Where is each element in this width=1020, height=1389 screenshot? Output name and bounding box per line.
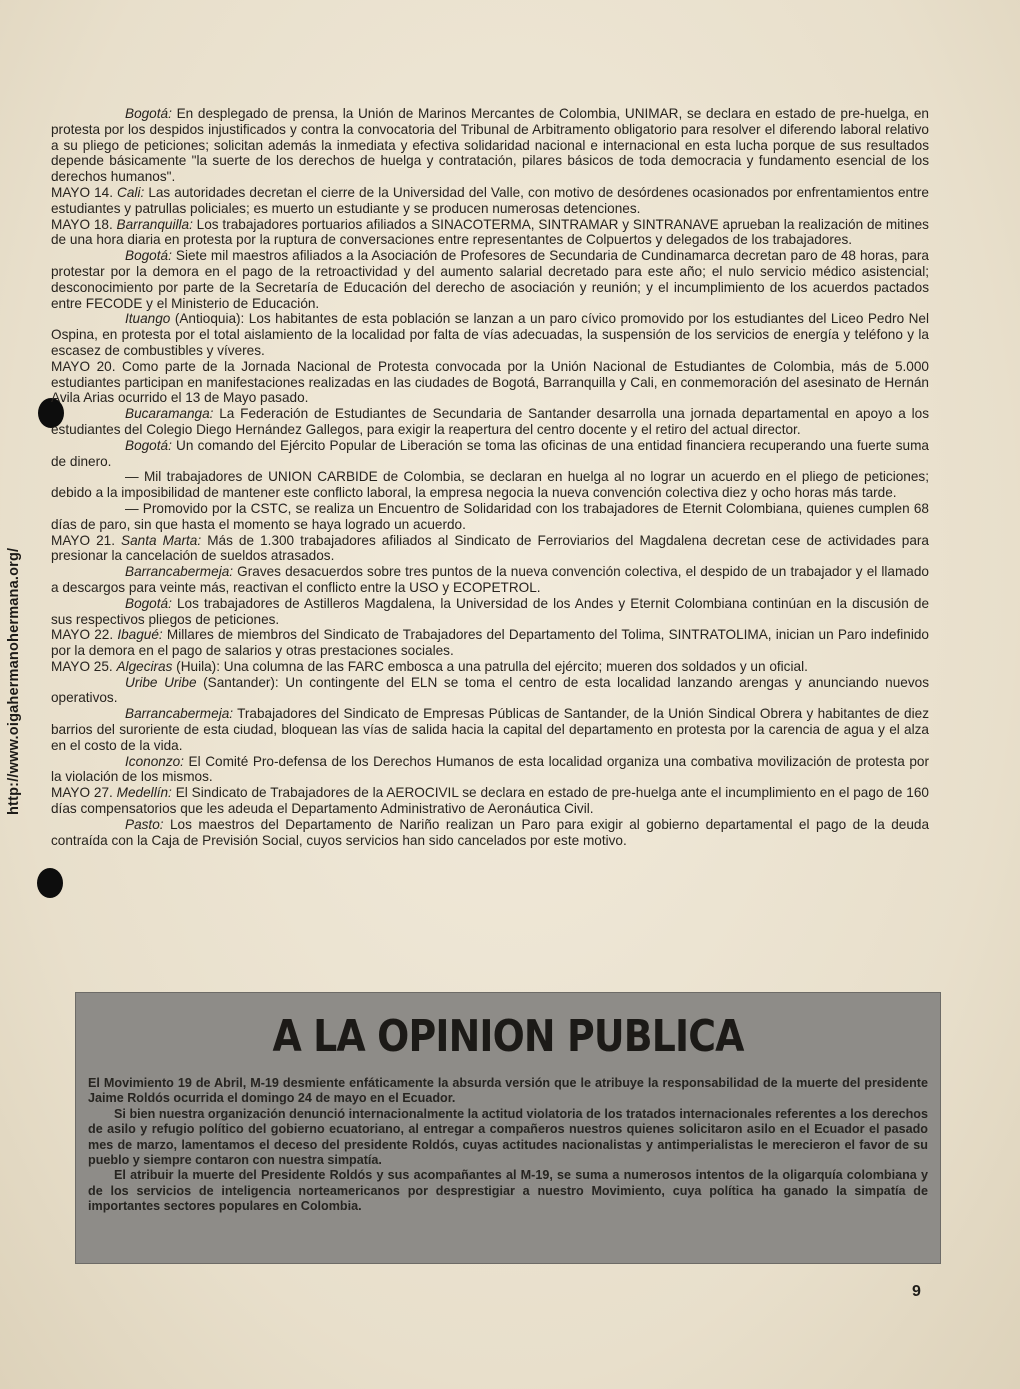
- entry-text: Las autoridades decretan el cierre de la Universidad del Valle, con motivo de desórdenes ocasionados por enfrentamientos entre estudiantes y patrullas policiales; es muerto un estudiante y se producen numerosas detenciones.: [51, 184, 929, 216]
- entry-text: (Antioquia): Los habitantes de esta población se lanzan a un paro cívico promovido por los estudiantes del Liceo Pedro Nel Ospina, en protesta por el total aislamiento de la localidad por falta de vías adecuadas, la suspensión de los servicios de energía y teléfono y la escasez de combustibles y víveres.: [51, 311, 929, 358]
- entry-place: Bucaramanga:: [125, 406, 214, 422]
- entry-place: Medellín:: [116, 785, 172, 801]
- punch-hole-bottom: [37, 868, 63, 898]
- chronology-entry: [51, 217, 929, 249]
- chronology-entry: [51, 469, 929, 501]
- entry-text: Más de 1.300 trabajadores afiliados al Sindicato de Ferroviarios del Magdalena decretan cese de actividades para presionar la cancelación de sueldos atrasados.: [51, 532, 929, 564]
- entry-date: MAYO 25.: [51, 658, 117, 674]
- entry-text: — Mil trabajadores de UNION CARBIDE de Colombia, se declaran en huelga al no lograr un acuerdo en el pliego de peticiones; debido a la imposibilidad de mantener este conflicto laboral, la empresa negocia la nueva convención colectiva diez y ocho horas más tarde.: [51, 469, 929, 501]
- entry-text: Graves desacuerdos sobre tres puntos de la nueva convención colectiva, el despido de un trabajador y el llamado a descargos para veinte más, reactivan el conflicto entre la USO y ECOPETROL.: [51, 564, 929, 595]
- entry-text: Los trabajadores portuarios afiliados a SINACOTERMA, SINTRAMAR y SINTRANAVE aprueban la realización de mitines de una hora diaria en protesta por la ruptura de conversaciones entre representantes de Colpuertos y delegados de los trabajadores.: [51, 216, 929, 248]
- entry-text: Los trabajadores de Astilleros Magdalena, la Universidad de los Andes y Eternit Colombiana continúan en la discusión de sus respectivos pliegos de peticiones.: [51, 595, 929, 627]
- entry-place: Cali:: [117, 184, 145, 200]
- entry-text: Millares de miembros del Sindicato de Trabajadores del Departamento del Tolima, SINTRATOLIMA, inician un Paro indefinido por la demora en el pago de salarios y otras prestaciones sociales.: [51, 627, 929, 659]
- chronology-entry: [51, 406, 929, 438]
- chronology-entry: [51, 185, 929, 217]
- entry-text: (Huila): Una columna de las FARC embosca a una patrulla del ejército; mueren dos soldados y un oficial.: [172, 658, 808, 674]
- entry-place: Bogotá:: [125, 106, 172, 121]
- statement-text: [88, 1076, 928, 1215]
- entry-place: Algeciras: [116, 658, 173, 674]
- statement-paragraph: El Movimiento 19 de Abril, M-19 desmiente enfáticamente la absurda versión que le atribuye la responsabilidad de la muerte del presidente Jaime Roldós ocurrida el domingo 24 de mayo en el Ecuador.: [88, 1076, 928, 1106]
- chronology-entry: [51, 675, 929, 707]
- entry-date: MAYO 20.: [51, 358, 123, 374]
- entry-place: Ibagué:: [117, 627, 163, 643]
- chronology-entry: [51, 311, 929, 358]
- entry-place: Barrancabermeja:: [125, 564, 234, 580]
- entry-place: Bogotá:: [125, 595, 172, 611]
- entry-date: MAYO 14.: [51, 184, 118, 200]
- entry-place: Icononzo:: [125, 753, 184, 769]
- entry-text: Un comando del Ejército Popular de Liberación se toma las oficinas de una entidad financiera recuperando una fuerte suma de dinero.: [51, 437, 929, 469]
- chronology-entry: [51, 627, 929, 659]
- entry-date: MAYO 21.: [51, 532, 122, 548]
- entry-text: Como parte de la Jornada Nacional de Protesta convocada por la Unión Nacional de Estudiantes de Colombia, más de 5.000 estudiantes participan en manifestaciones realizadas en las ciudades de Bogotá, Barranquilla y Cali, en conmemoración del asesinato de Hernán Avila Arias ocurrido el 13 de Mayo pasado.: [51, 358, 929, 406]
- side-url-watermark: http://www.oigahermanohermana.org/: [6, 547, 22, 815]
- entry-text: Siete mil maestros afiliados a la Asociación de Profesores de Secundaria de Cundinamarca decretan paro de 48 horas, para protestar por la demora en el pago de la retroactividad y del aumento salarial decretado para este año; el nulo servicio médico asistencial; desconocimiento por parte de la Secretaría de Educación del derecho de asociación y reunión; y el incumplimiento de los acuerdos pactados entre FECODE y el Ministerio de Educación.: [51, 248, 929, 311]
- entry-text: El Sindicato de Trabajadores de la AEROCIVIL se declara en estado de pre-huelga ante el incumplimiento en el pago de 160 días compensatorios que les adeuda el Departamento Administrativo de Aeronáutica Civil.: [51, 785, 929, 817]
- entry-text: Los maestros del Departamento de Nariño realizan un Paro para exigir al gobierno departamental el pago de la deuda contraída con la Caja de Previsión Social, cuyos servicios han sido cancelados por este motivo.: [51, 816, 929, 848]
- chronology-text: [51, 106, 929, 848]
- chronology-entry: [51, 438, 929, 470]
- chronology-entry: [51, 533, 929, 565]
- entry-date: MAYO 18.: [51, 216, 117, 232]
- entry-place: Santa Marta:: [121, 532, 202, 548]
- entry-text: — Promovido por la CSTC, se realiza un Encuentro de Solidaridad con los trabajadores de Eternit Colombiana, quienes cumplen 68 días de paro, sin que hasta el momento se haya logrado un acuerdo.: [51, 500, 929, 532]
- entry-text: El Comité Pro-defensa de los Derechos Humanos de esta localidad organiza una combativa movilización de protesta por la violación de los mismos.: [51, 753, 929, 785]
- entry-date: MAYO 27.: [51, 785, 117, 801]
- page-number: 9: [912, 1283, 921, 1300]
- entry-place: Bogotá:: [125, 437, 172, 453]
- chronology-entry: [51, 596, 929, 628]
- entry-place: Uribe Uribe: [125, 674, 197, 690]
- chronology-entry: [51, 106, 929, 185]
- statement-title: A LA OPINION PUBLICA: [272, 1011, 744, 1062]
- entry-text: Trabajadores del Sindicato de Empresas Públicas de Santander, de la Unión Sindical Obrera y habitantes de diez barrios del suroriente de esta ciudad, bloquean las vías de salida hacia la capital del departamento en protesta por la carencia de agua y el alza en el costo de la vida.: [51, 706, 929, 753]
- public-statement-box: [75, 992, 941, 1264]
- chronology-entry: [51, 754, 929, 786]
- entry-place: Bogotá:: [125, 248, 172, 264]
- statement-paragraph: El atribuir la muerte del Presidente Roldós y sus acompañantes al M-19, se suma a numerosos intentos de la oligarquía colombiana y de los servicios de inteligencia norteamericanos por desprestigiar a nuestro Movimiento, cuya política ha ganado la simpatía de importantes sectores populares en Colombia.: [88, 1168, 928, 1214]
- chronology-entry: [51, 785, 929, 817]
- chronology-entry: [51, 501, 929, 533]
- chronology-entry: [51, 248, 929, 311]
- chronology-entry: [51, 706, 929, 753]
- entry-text: En desplegado de prensa, la Unión de Marinos Mercantes de Colombia, UNIMAR, se declara en estado de pre-huelga, en protesta por los despidos injustificados y contra la convocatoria del Tribunal de Arbitramento obligatorio para resolver el diferendo laboral relativo a su pliego de peticiones; solicitan además la inmediata y efectiva solidaridad nacional e internacional en esta lucha porque de sus resultados depende básicamente "la suerte de los derechos de huelga y contratación, pilares básicos de toda democracia y fundamento esencial de los derechos humanos".: [51, 106, 929, 185]
- entry-place: Barrancabermeja:: [125, 706, 234, 722]
- chronology-entry: [51, 359, 929, 406]
- entry-text: La Federación de Estudiantes de Secundaria de Santander desarrolla una jornada departamental en apoyo a los estudiantes del Colegio Diego Hernández Gallegos, para exigir la reapertura del centro docente y el retiro del actual director.: [51, 406, 929, 437]
- entry-place: Ituango: [125, 311, 171, 327]
- entry-text: (Santander): Un contingente del ELN se toma el centro de esta localidad lanzando arengas y anunciando nuevos operativos.: [51, 674, 929, 706]
- entry-place: Barranquilla:: [116, 216, 193, 232]
- entry-place: Pasto:: [125, 816, 164, 832]
- chronology-entry: [51, 817, 929, 849]
- chronology-entry: [51, 564, 929, 596]
- statement-paragraph: Si bien nuestra organización denunció internacionalmente la actitud violatoria de los tratados internacionales referentes a los derechos de asilo y refugio político del gobierno ecuatoriano, al entregar a compañeros nuestros quienes solicitaron asilo en el Ecuador el pasado mes de marzo, lamentamos el deceso del presidente Roldós, cuyas actitudes nacionalistas y antimperialistas le merecieron el favor de su pueblo y siempre contaron con nuestra simpatía.: [88, 1106, 928, 1168]
- chronology-entry: [51, 659, 929, 675]
- entry-date: MAYO 22.: [51, 627, 118, 643]
